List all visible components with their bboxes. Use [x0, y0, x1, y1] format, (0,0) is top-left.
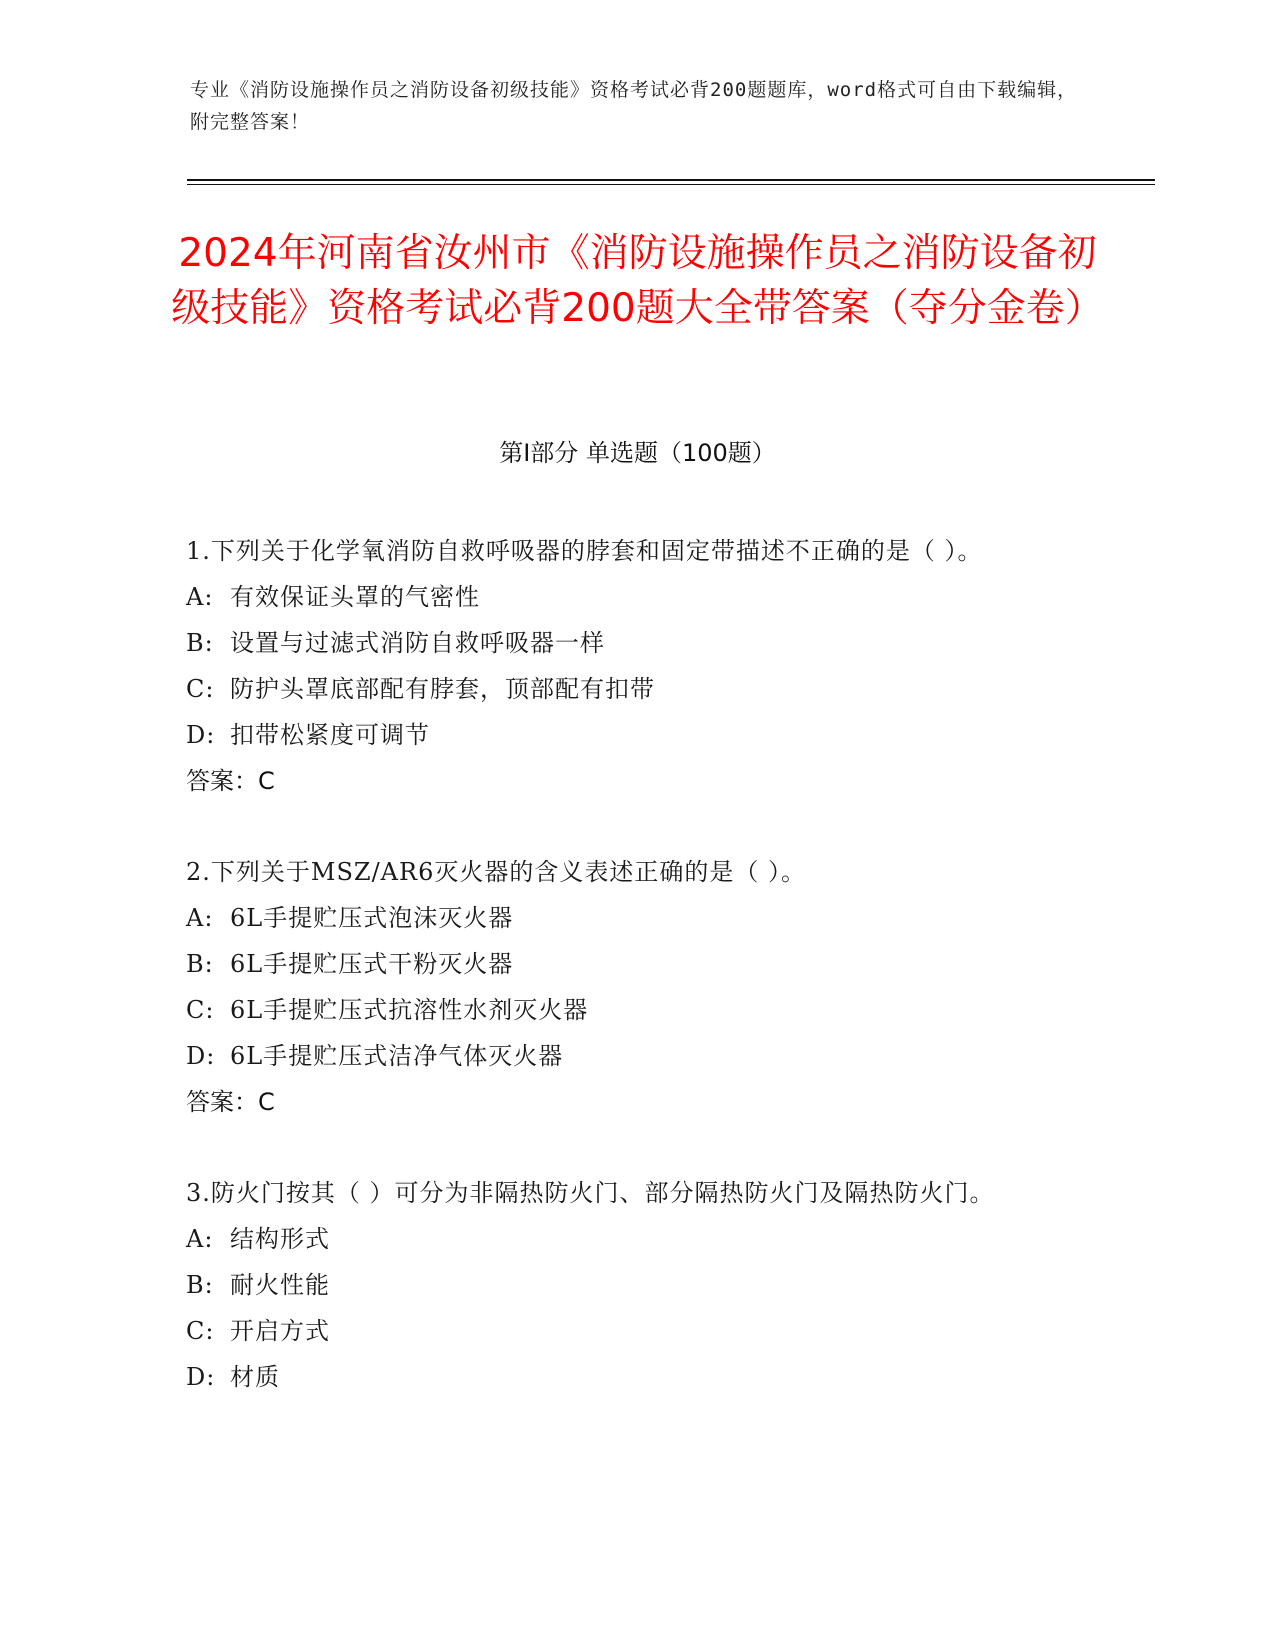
document-title: 2024年河南省汝州市《消防设施操作员之消防设备初级技能》资格考试必背200题大全带答案（夺分金卷）	[171, 231, 1104, 331]
option-letter: D:	[186, 1042, 216, 1070]
option-letter: B:	[186, 950, 214, 978]
answer-line: 答案：C	[186, 1088, 275, 1116]
option-text: 6L手提贮压式洁净气体灭火器	[230, 1042, 564, 1070]
intro-text: 专业《消防设施操作员之消防设备初级技能》资格考试必背200题题库，word格式可自由下载编辑，附完整答案！	[190, 79, 1078, 133]
option-d	[186, 712, 1066, 758]
option-b	[186, 941, 1066, 987]
section-heading: 第Ⅰ部分 单选题（100题）	[499, 439, 776, 467]
option-text: 6L手提贮压式干粉灭火器	[230, 950, 514, 978]
option-text: 6L手提贮压式泡沫灭火器	[230, 904, 514, 932]
option-text: 开启方式	[230, 1317, 330, 1345]
option-a	[186, 1216, 1066, 1262]
option-text: 设置与过滤式消防自救呼吸器一样	[230, 629, 605, 657]
option-letter: A:	[186, 904, 214, 932]
option-d	[186, 1033, 1066, 1079]
option-letter: A:	[186, 583, 214, 611]
option-text: 结构形式	[230, 1225, 330, 1253]
option-text: 防护头罩底部配有脖套，顶部配有扣带	[230, 675, 655, 703]
question-1	[186, 528, 1066, 804]
option-a	[186, 895, 1066, 941]
option-letter: B:	[186, 1271, 214, 1299]
option-c	[186, 987, 1066, 1033]
option-text: 有效保证头罩的气密性	[230, 583, 480, 611]
option-b	[186, 1262, 1066, 1308]
question-stem: 3.防火门按其（ ）可分为非隔热防火门、部分隔热防火门及隔热防火门。	[186, 1179, 995, 1207]
option-a	[186, 574, 1066, 620]
option-text: 扣带松紧度可调节	[230, 721, 430, 749]
question-list	[186, 528, 1066, 1445]
option-d	[186, 1354, 1066, 1400]
option-c	[186, 666, 1066, 712]
option-letter: A:	[186, 1225, 214, 1253]
option-letter: B:	[186, 629, 214, 657]
question-2	[186, 849, 1066, 1125]
option-text: 6L手提贮压式抗溶性水剂灭火器	[230, 996, 589, 1024]
option-text: 耐火性能	[230, 1271, 330, 1299]
question-3	[186, 1170, 1066, 1400]
option-letter: C:	[186, 996, 215, 1024]
answer-line: 答案：C	[186, 767, 275, 795]
question-stem: 1.下列关于化学氧消防自救呼吸器的脖套和固定带描述不正确的是（ ）。	[186, 537, 983, 565]
option-letter: C:	[186, 675, 215, 703]
option-letter: C:	[186, 1317, 215, 1345]
header-rule-thick	[187, 179, 1155, 181]
option-c	[186, 1308, 1066, 1354]
option-b	[186, 620, 1066, 666]
option-letter: D:	[186, 1363, 216, 1391]
option-text: 材质	[230, 1363, 280, 1391]
header-rule-thin	[187, 184, 1155, 185]
question-stem: 2.下列关于MSZ/AR6灭火器的含义表述正确的是（ ）。	[186, 858, 806, 886]
option-letter: D:	[186, 721, 216, 749]
